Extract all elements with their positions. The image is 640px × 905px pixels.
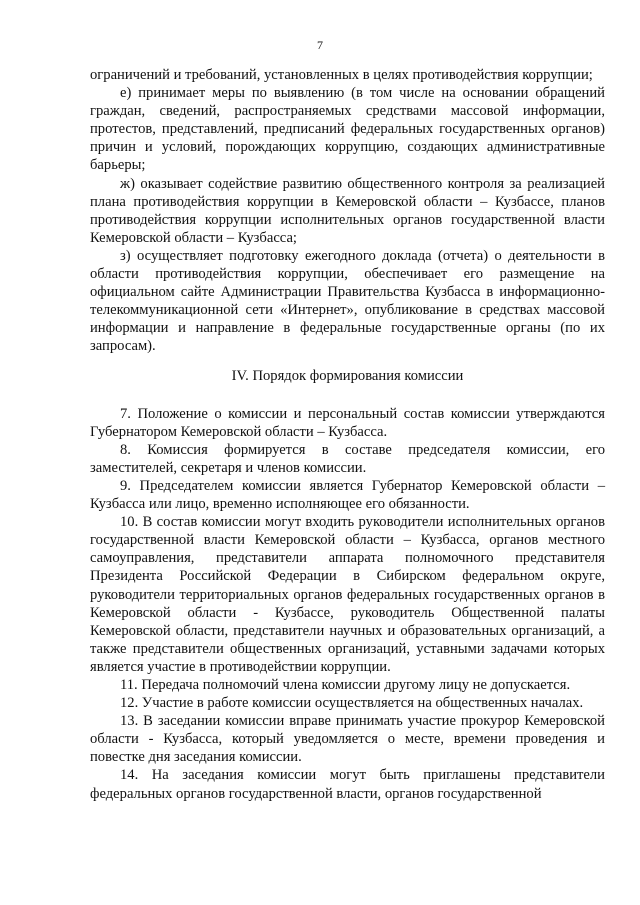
paragraph-item-zh: ж) оказывает содействие развитию общественного контроля за реализацией плана противодействия коррупции в Кемеровской области – Кузбассе, планов противодействия коррупции исполнительных органов государственной власти Кемеровской области – Кузбасса; bbox=[90, 175, 605, 246]
clause-13: 13. В заседании комиссии вправе принимать участие прокурор Кемеровской области - Кузбасса, который уведомляется о месте, времени проведения и повестке дня заседания комиссии. bbox=[90, 713, 605, 766]
paragraph-item-e: е) принимает меры по выявлению (в том числе на основании обращений граждан, сведений, распространяемых средствами массовой информации, протестов, представлений, предписаний федеральных государственных органов) причин и условий, порождающих коррупцию, создающих административные барьеры; bbox=[90, 85, 605, 174]
clause-9: 9. Председателем комиссии является Губернатор Кемеровской области – Кузбасса или лицо, временно исполняющее его обязанности. bbox=[90, 477, 605, 513]
document-body bbox=[90, 66, 605, 803]
clause-11: 11. Передача полномочий члена комиссии другому лицу не допускается. bbox=[120, 677, 571, 693]
paragraph-item-z: з) осуществляет подготовку ежегодного доклада (отчета) о деятельности в области противодействия коррупции, обеспечивает его размещение на официальном сайте Администрации Правительства Кузбасса в информационно-телекоммуникационной сети «Интернет», опубликование в средствах массовой информации и направление в федеральные государственные органы (по их запросам). bbox=[90, 247, 605, 355]
clause-14: 14. На заседания комиссии могут быть приглашены представители федеральных органов государственной власти, органов государственной bbox=[90, 767, 605, 802]
clause-12: 12. Участие в работе комиссии осуществляется на общественных началах. bbox=[120, 695, 584, 712]
clause-7: 7. Положение о комиссии и персональный состав комиссии утверждаются Губернатором Кемеровской области – Кузбасса. bbox=[90, 405, 605, 440]
clause-10: 10. В состав комиссии могут входить руководители исполнительных органов государственной власти Кемеровской области – Кузбасса, органов местного самоуправления, представители аппарата полномочного представителя Президента Российской Федерации в Сибирском федеральном округе, руководители территориальных органов федеральных государственных органов в Кемеровской области - Кузбассе, руководитель Общественной палаты Кемеровской области, представители научных и образовательных организаций, а также представители общественных организаций, уставными задачами которых является участие в противодействии коррупции. bbox=[90, 514, 605, 675]
page-number: 7 bbox=[317, 38, 323, 52]
section-heading: IV. Порядок формирования комиссии bbox=[231, 367, 464, 384]
paragraph-continuation: ограничений и требований, установленных в целях противодействия коррупции; bbox=[90, 67, 593, 83]
clause-8: 8. Комиссия формируется в составе председателя комиссии, его заместителей, секретаря и членов комиссии. bbox=[90, 441, 605, 476]
